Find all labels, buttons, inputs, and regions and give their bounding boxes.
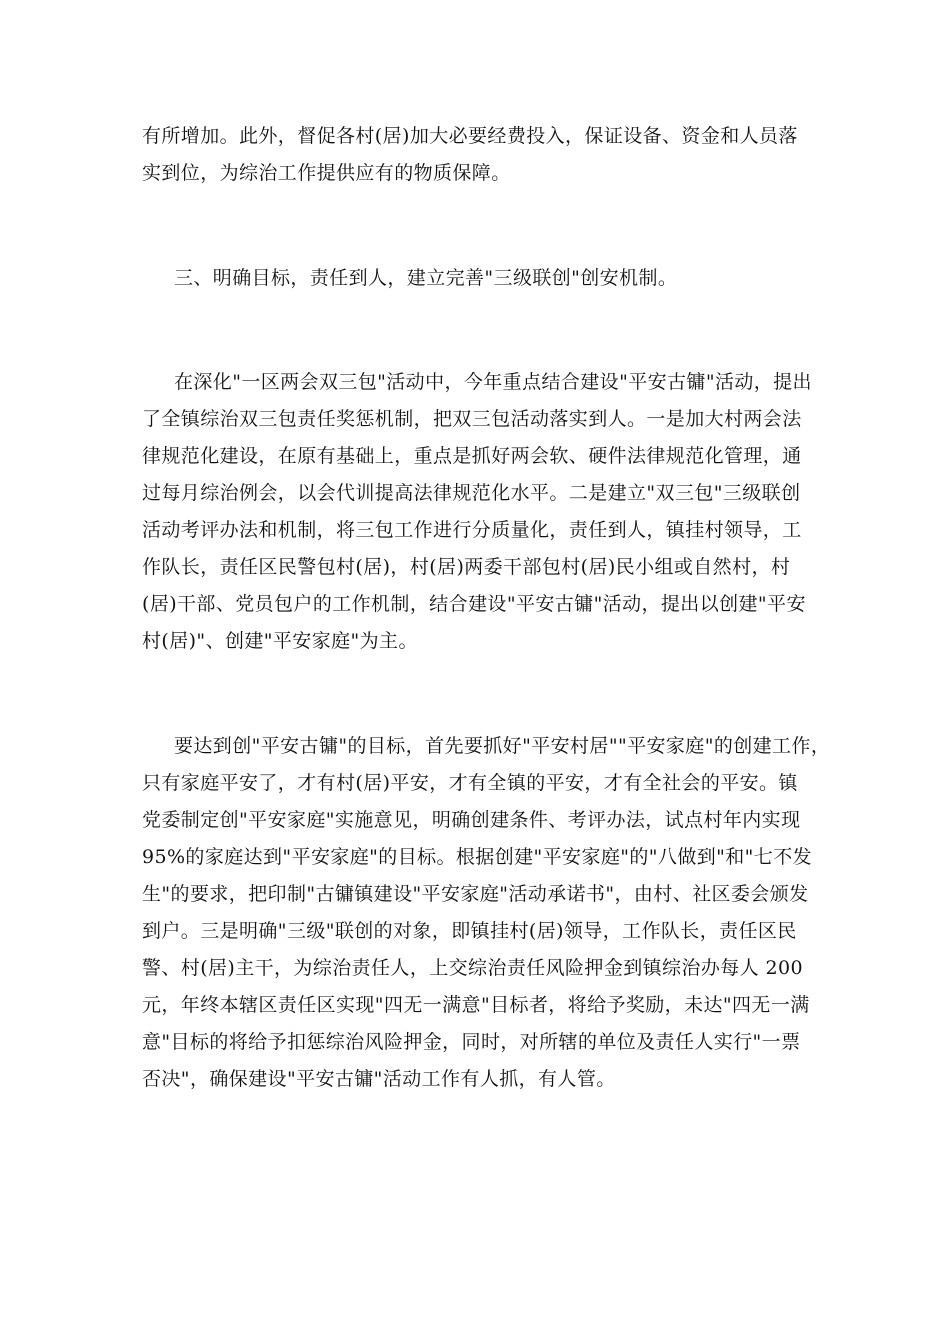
text-line: 实到位，为综治工作提供应有的物质保障。	[142, 162, 511, 184]
text-line: 否决"，确保建设"平安古镛"活动工作有人抓，有人管。	[142, 1068, 616, 1090]
text-line: 意"目标的将给予扣惩综治风险押金，同时，对所辖的单位及责任人实行"一票	[142, 1031, 801, 1053]
text-line: 村(居)"、创建"平安家庭"为主。	[142, 630, 418, 652]
text-line: 作队长，责任区民警包村(居)，村(居)两委干部包村(居)民小组或自然村，村	[142, 556, 791, 578]
text-line: 元，年终本辖区责任区实现"四无一满意"目标者，将给予奖励，未达"四无一满	[142, 994, 810, 1016]
text-line: 要达到创"平安古镛"的目标，首先要抓好"平安村居""平安家庭"的创建工作，	[174, 735, 831, 757]
text-line: 生"的要求，把印制"古镛镇建设"平安家庭"活动承诺书"，由村、社区委会颁发	[142, 883, 809, 905]
text-line: 律规范化建设，在原有基础上，重点是抓好两会软、硬件法律规范化管理，通	[142, 445, 802, 467]
text-line: (居)干部、党员包户的工作机制，结合建设"平安古镛"活动，提出以创建"平安	[142, 593, 806, 615]
text-line: 活动考评办法和机制，将三包工作进行分质量化，责任到人，镇挂村领导，工	[142, 519, 802, 541]
text-line: 到户。三是明确"三级"联创的对象，即镇挂村(居)领导，工作队长，责任区民	[142, 920, 797, 942]
text-line: 党委制定创"平安家庭"实施意见，明确创建条件、考评办法，试点村年内实现	[142, 809, 801, 831]
text-line: 在深化"一区两会双三包"活动中，今年重点结合建设"平安古镛"活动，提出	[174, 371, 812, 393]
text-line: 95%的家庭达到"平安家庭"的目标。根据创建"平安家庭"的"八做到"和"七不发	[142, 846, 813, 868]
text-line: 只有家庭平安了，才有村(居)平安，才有全镇的平安，才有全社会的平安。镇	[142, 772, 798, 794]
text-line: 警、村(居)主干，为综治责任人，上交综治责任风险押金到镇综治办每人 200	[142, 957, 803, 979]
section-heading: 三、明确目标，责任到人，建立完善"三级联创"创安机制。	[174, 267, 678, 289]
text-line: 了全镇综治双三包责任奖惩机制，把双三包活动落实到人。一是加大村两会法	[142, 408, 802, 430]
text-line: 过每月综治例会，以会代训提高法律规范化水平。二是建立"双三包"三级联创	[142, 482, 801, 504]
text-line: 有所增加。此外，督促各村(居)加大必要经费投入，保证设备、资金和人员落	[142, 125, 798, 147]
